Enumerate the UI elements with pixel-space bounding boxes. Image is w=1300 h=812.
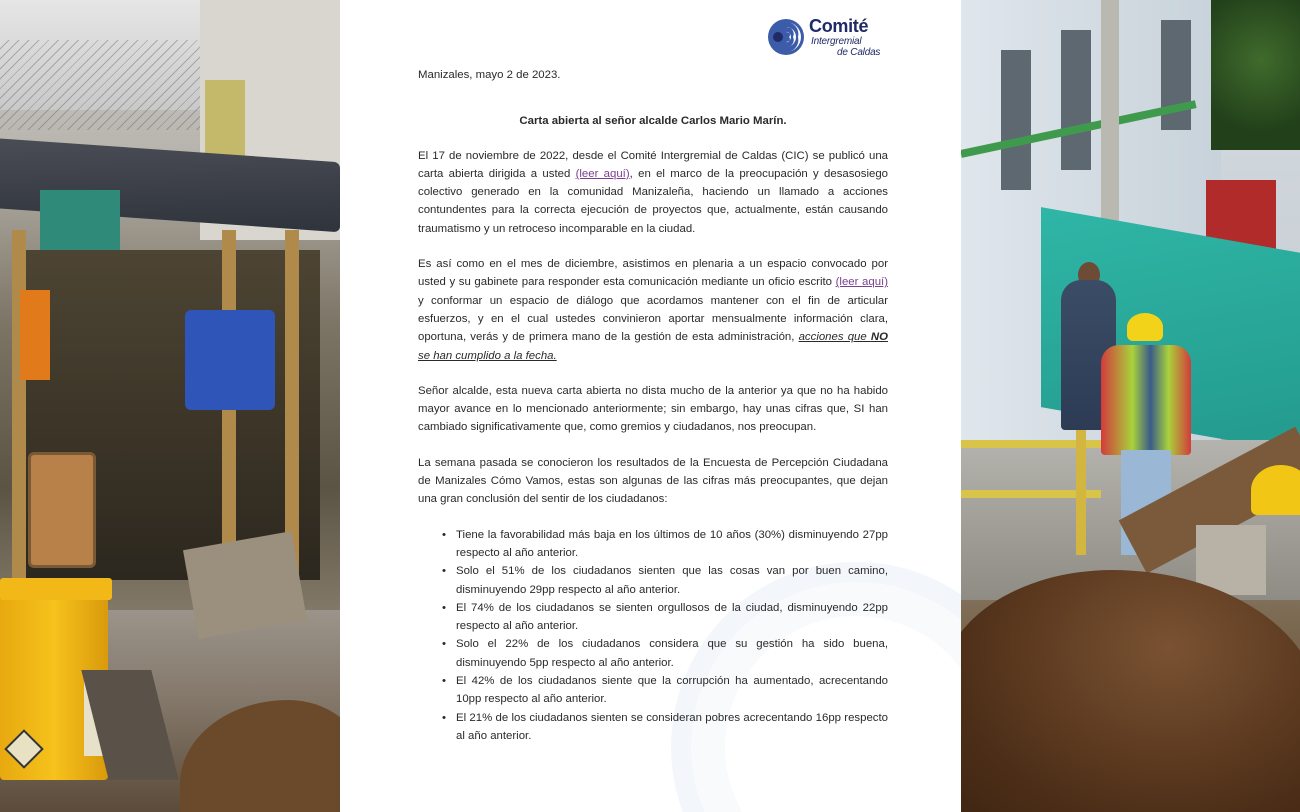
wooden-post	[12, 230, 26, 590]
bucket-rim	[0, 578, 112, 600]
logo-subtitle-2: de Caldas	[837, 47, 881, 58]
statistics-list	[418, 526, 888, 746]
blue-tarp	[185, 310, 275, 410]
barbed-wire	[0, 40, 220, 130]
paragraph-3: Señor alcalde, esta nueva carta abierta no dista mucho de la anterior ya que no ha habido mayor avance en lo mencionado anteriormente; sin embargo, hay unas cifras que, SI han cambiado significativamente que, como gremios y ciudadanos, nos preocupan.	[418, 384, 888, 434]
tree	[1211, 0, 1300, 150]
logo-subtitle-1: Intergremial	[811, 36, 862, 47]
paragraph-4: La semana pasada se conocieron los resultados de la Encuesta de Percepción Ciudadana de Manizales Cómo Vamos, estas son algunas de las cifras más preocupantes, que dejan una gran conclusión del sentir de los ciudadanos:	[418, 456, 888, 506]
list-item: • El 74% de los ciudadanos se sienten orgullosos de la ciudad, disminuyendo 22pp respecto al año anterior.	[442, 599, 888, 636]
left-photo-market-stall	[0, 0, 340, 812]
paragraph-1-text: El 17 de noviembre de 2022, desde el Comité Intergremial de Caldas (CIC) se publicó una carta abierta dirigida a usted	[418, 149, 888, 180]
orange-bag	[20, 290, 50, 380]
letter-page	[340, 0, 961, 812]
paragraph-2-text: Es así como en el mes de diciembre, asistimos en plenaria a un espacio convocado por usted y su gabinete para responder esta comunicación mediante un oficio escrito	[418, 258, 888, 289]
cic-logo	[767, 16, 887, 64]
logo-title: Comité	[809, 16, 869, 36]
paragraph-1	[418, 147, 888, 238]
list-item: • El 21% de los ciudadanos sienten se consideran pobres acrecentando 16pp respecto al año anterior.	[442, 709, 888, 746]
barrier-post	[1076, 425, 1086, 555]
list-item: • Solo el 22% de los ciudadanos considera que su gestión ha sido buena, disminuyendo 5pp respecto al año anterior.	[442, 635, 888, 672]
wooden-post	[222, 230, 236, 590]
paragraph-1-text-end: , en el marco de la preocupación y desasosiego colectivo generado en la comunidad Manizaleña, haciendo un llamado a acciones contundentes para la correcta ejecución de proyectos que, actualmente, están causando traumatismo y un retroceso incomparable en la ciudad.	[418, 167, 888, 235]
read-here-link-1[interactable]: (leer aquí)	[575, 167, 630, 180]
list-item: • Solo el 51% de los ciudadanos sienten que las cosas van por buen camino, disminuyendo 29pp respecto al año anterior.	[442, 562, 888, 599]
read-here-link-2[interactable]: (leer aquí)	[835, 276, 888, 289]
emphasis-no: NO	[870, 331, 888, 344]
building-window	[1001, 50, 1031, 190]
yellow-barrier	[961, 440, 1121, 448]
right-photo-construction-site	[961, 0, 1300, 812]
cic-logo-icon	[767, 18, 805, 56]
paragraph-2-text-middle: y conformar un espacio de diálogo que acordamos mantener con el fin de articular esfuerzos, y en el cual ustedes convinieron aportar mensualmente información clara, oportuna, verás y de primera mano de la gestión de esta administración,	[418, 294, 888, 344]
construction-worker-vest	[1101, 345, 1191, 455]
list-item: • Tiene la favorabilidad más baja en los últimos de 10 años (30%) disminuyendo 27pp respecto al año anterior.	[442, 526, 888, 563]
paragraph-2	[418, 255, 888, 365]
letter-date: Manizales, mayo 2 de 2023.	[418, 69, 561, 81]
stone-block	[183, 531, 307, 639]
excavated-dirt	[961, 570, 1300, 812]
letter-title: Carta abierta al señor alcalde Carlos Mario Marín.	[519, 115, 787, 128]
emphasis-part-a: acciones que	[798, 331, 871, 344]
letter-body	[418, 66, 888, 745]
yellow-hard-hat	[1251, 465, 1300, 515]
list-item: • El 42% de los ciudadanos siente que la corrupción ha aumentado, acrecentando 10pp respecto al año anterior.	[442, 672, 888, 709]
hand-saw	[28, 452, 96, 568]
building-window	[1061, 30, 1091, 170]
hard-hat	[1127, 313, 1163, 341]
emphasis-part-b: se han cumplido a la fecha.	[418, 349, 557, 362]
